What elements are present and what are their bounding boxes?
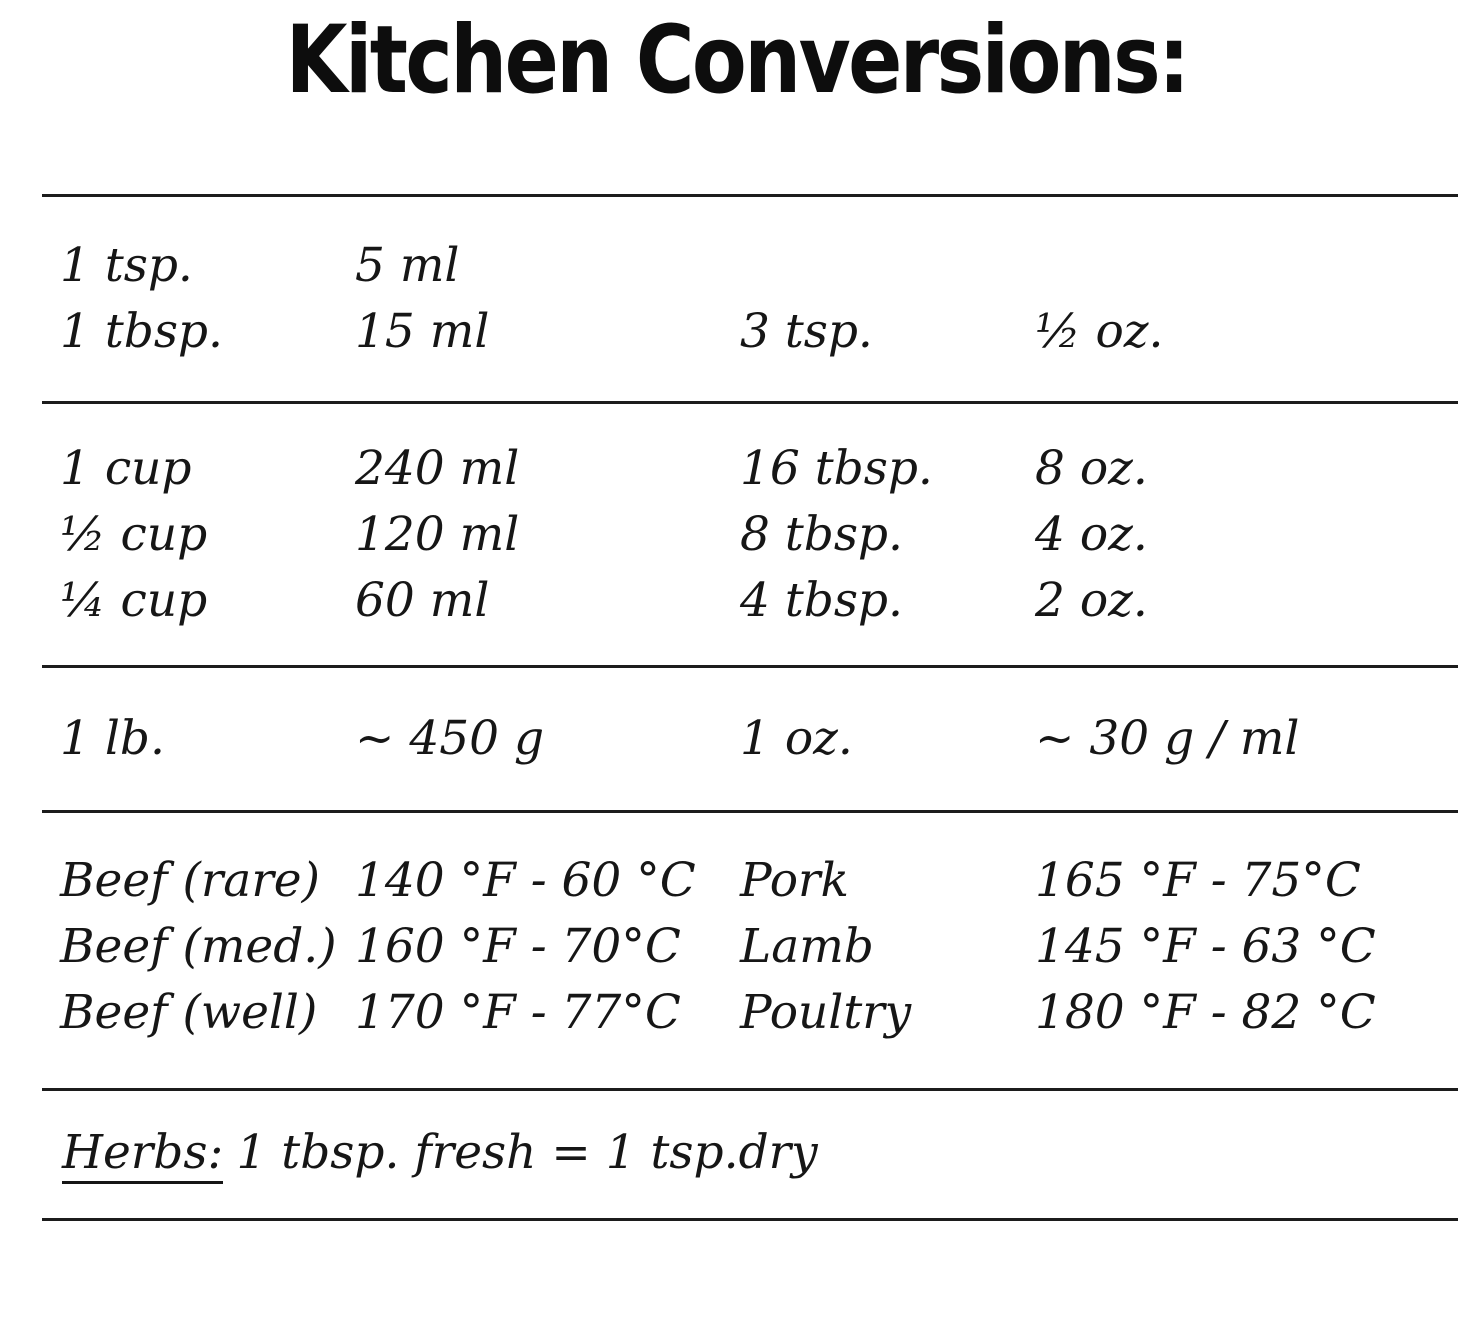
- section-herbs: [0, 1120, 1473, 1186]
- conversion-cell: 2 oz.: [1035, 573, 1148, 628]
- conversion-cell: 1 tbsp.: [60, 304, 223, 359]
- temperature-cell: 145 °F - 63 °C: [1035, 919, 1376, 974]
- table-row: [0, 436, 1473, 502]
- meat-label: Beef (rare): [60, 853, 320, 908]
- conversion-cell: [1035, 233, 1473, 299]
- herbs-note: [0, 1120, 1473, 1186]
- conversion-cell: 15 ml: [355, 304, 490, 359]
- meat-label: Poultry: [740, 985, 912, 1040]
- conversion-cell: 60 ml: [355, 573, 490, 628]
- conversion-cell: 1 lb.: [60, 711, 165, 766]
- table-row: [0, 502, 1473, 568]
- table-row: [0, 980, 1473, 1046]
- meat-label: Beef (well): [60, 985, 318, 1040]
- meat-label: Beef (med.): [60, 919, 337, 974]
- conversion-cell: 1 cup: [60, 441, 192, 496]
- meat-label: Pork: [740, 853, 849, 908]
- table-row: [0, 914, 1473, 980]
- conversion-cell: 1 oz.: [740, 711, 853, 766]
- divider: [42, 194, 1458, 197]
- conversion-cell: 8 oz.: [1035, 441, 1148, 496]
- herbs-text: 1 tbsp. fresh = 1 tsp.dry: [236, 1125, 818, 1180]
- temperature-cell: 140 °F - 60 °C: [355, 853, 696, 908]
- page-title-text: Kitchen Conversions:: [285, 6, 1188, 115]
- temperature-cell: 165 °F - 75°C: [1035, 853, 1361, 908]
- temperature-cell: 170 °F - 77°C: [355, 985, 681, 1040]
- herbs-label: Herbs:: [62, 1125, 223, 1184]
- conversion-cell: 5 ml: [355, 238, 460, 293]
- conversion-cell: 120 ml: [355, 507, 520, 562]
- temperature-cell: 160 °F - 70°C: [355, 919, 681, 974]
- conversion-cell: ~ 450 g: [355, 711, 545, 766]
- conversion-cell: 240 ml: [355, 441, 520, 496]
- section-meat-temperatures: [0, 848, 1473, 1046]
- conversion-cell: 4 tbsp.: [740, 573, 903, 628]
- divider: [42, 1218, 1458, 1221]
- conversion-cell: 1 tsp.: [60, 238, 193, 293]
- page-title: [0, 6, 1473, 115]
- divider: [42, 665, 1458, 668]
- conversion-cell: 4 oz.: [1035, 507, 1148, 562]
- conversion-cell: 3 tsp.: [740, 304, 873, 359]
- meat-label: Lamb: [740, 919, 874, 974]
- table-row: [0, 233, 1473, 299]
- conversion-cell: 8 tbsp.: [740, 507, 903, 562]
- conversion-cell: ¼ cup: [60, 573, 208, 628]
- table-row: [0, 299, 1473, 365]
- conversion-cell: ~ 30 g / ml: [1035, 711, 1300, 766]
- divider: [42, 401, 1458, 404]
- table-row: [0, 848, 1473, 914]
- divider: [42, 810, 1458, 813]
- table-row: [0, 568, 1473, 634]
- conversion-cell: ½ cup: [60, 507, 208, 562]
- divider: [42, 1088, 1458, 1091]
- temperature-cell: 180 °F - 82 °C: [1035, 985, 1376, 1040]
- table-row: [0, 706, 1473, 772]
- conversion-cell: ½ oz.: [1035, 304, 1164, 359]
- section-weight: [0, 706, 1473, 772]
- conversion-cell: 16 tbsp.: [740, 441, 933, 496]
- conversion-cell: [740, 233, 1035, 299]
- section-teaspoon-tablespoon: [0, 233, 1473, 365]
- section-cups: [0, 436, 1473, 634]
